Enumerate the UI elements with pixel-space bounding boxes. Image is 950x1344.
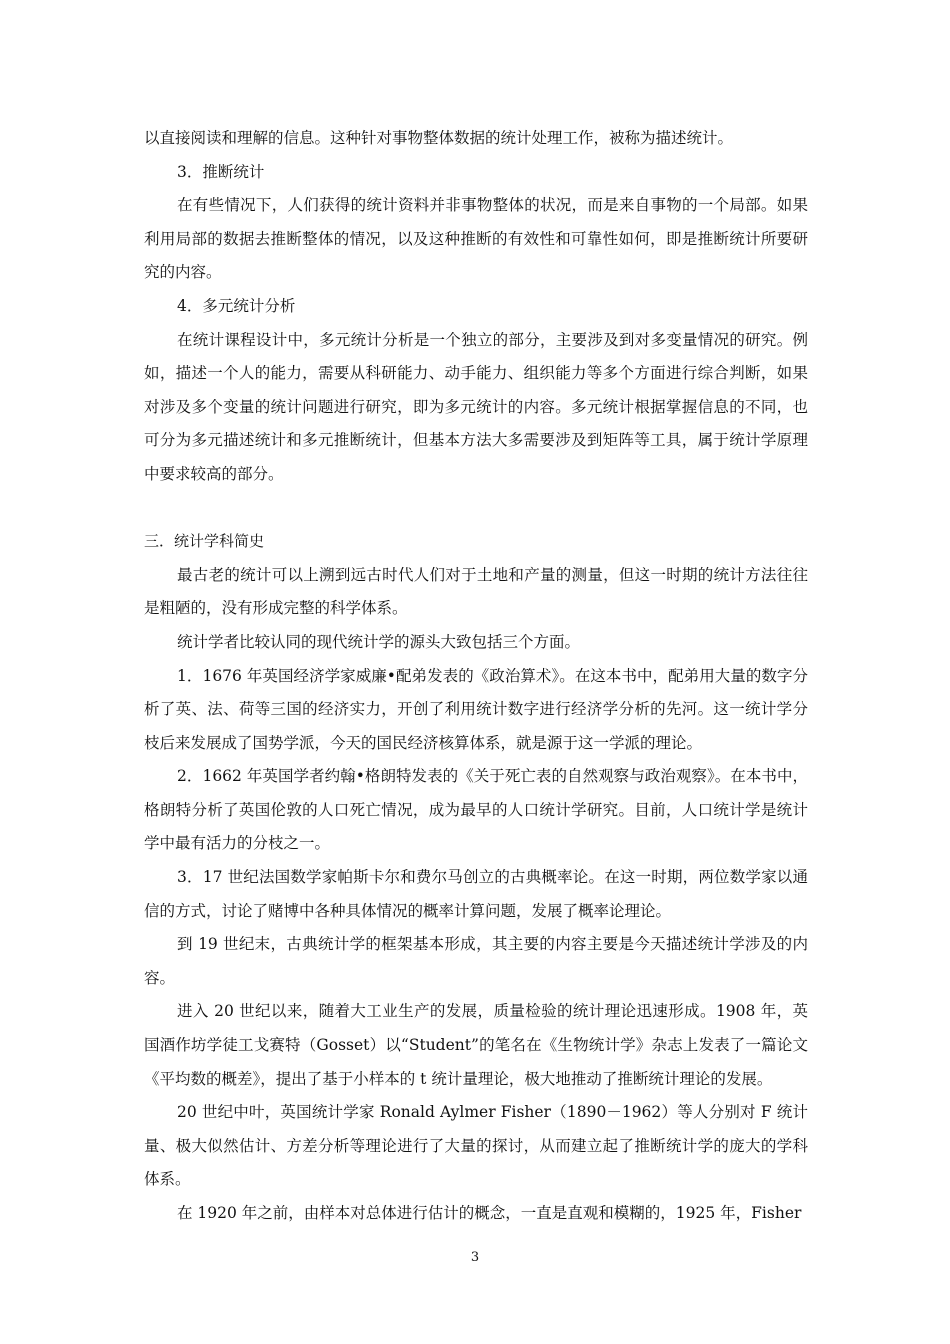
- paragraph-origin-probability: 3．17 世纪法国数学家帕斯卡尔和费尔马创立的古典概率论。在这一时期，两位数学家以通信的方式，讨论了赌博中各种具体情况的概率计算问题，发展了概率论理论。: [144, 868, 808, 920]
- page-body: [144, 122, 808, 1231]
- paragraph-modern-origins: 统计学者比较认同的现代统计学的源头大致包括三个方面。: [177, 632, 581, 651]
- subheading-multivariate-stat: 4．多元统计分析: [177, 296, 296, 315]
- section-heading-history: 三．统计学科简史: [144, 532, 265, 551]
- paragraph-ancient-stat: 最古老的统计可以上溯到远古时代人们对于土地和产量的测量，但这一时期的统计方法往往是粗陋的，没有形成完整的科学体系。: [144, 565, 808, 618]
- paragraph-20th-century-gosset: 进入 20 世纪以来，随着大工业生产的发展，质量检验的统计理论迅速形成。1908 年，英国酒作坊学徒工戈赛特（Gosset）以“Student”的笔名在《生物统计学》杂志上发表了一篇论文《平均数的概差》，提出了基于小样本的 t 统计量理论，极大地推动了推断统计理论的发展。: [144, 1002, 808, 1088]
- paragraph-fisher: 20 世纪中叶，英国统计学家 Ronald Aylmer Fisher（1890－1962）等人分别对 F 统计量、极大似然估计、方差分析等理论进行了大量的探讨，从而建立起了推断统计学的庞大的学科体系。: [144, 1103, 808, 1189]
- paragraph-inferential-stat: 在有些情况下，人们获得的统计资料并非事物整体的状况，而是来自事物的一个局部。如果利用局部的数据去推断整体的情况，以及这种推断的有效性和可靠性如何，即是推断统计所要研究的内容。: [144, 196, 808, 282]
- paragraph-origin-petty: 1．1676 年英国经济学家威廉•配弟发表的《政治算术》。在这本书中，配弟用大量的数字分析了英、法、荷等三国的经济实力，开创了利用统计数字进行经济学分析的先河。这一统计学分枝后来发展成了国势学派，今天的国民经济核算体系，就是源于这一学派的理论。: [144, 666, 808, 752]
- page-number: 3: [470, 1250, 480, 1265]
- paragraph-origin-graunt: 2．1662 年英国学者约翰•格朗特发表的《关于死亡表的自然观察与政治观察》。在本书中，格朗特分析了英国伦敦的人口死亡情况，成为最早的人口统计学研究。目前，人口统计学是统计学中最有活力的分枝之一。: [144, 767, 808, 853]
- paragraph-desc-stat-end: 以直接阅读和理解的信息。这种针对事物整体数据的统计处理工作，被称为描述统计。: [144, 129, 734, 147]
- paragraph-multivariate-stat: 在统计课程设计中，多元统计分析是一个独立的部分，主要涉及到对多变量情况的研究。例如，描述一个人的能力，需要从科研能力、动手能力、组织能力等多个方面进行综合判断，如果对涉及多个变量的统计问题进行研究，即为多元统计的内容。多元统计根据掌握信息的不同，也可分为多元描述统计和多元推断统计，但基本方法大多需要涉及到矩阵等工具，属于统计学原理中要求较高的部分。: [144, 330, 808, 483]
- subheading-inferential-stat: 3．推断统计: [177, 162, 265, 181]
- paragraph-19th-century: 到 19 世纪末，古典统计学的框架基本形成，其主要的内容主要是今天描述统计学涉及的内容。: [144, 935, 808, 987]
- paragraph-1920-estimation: 在 1920 年之前，由样本对总体进行估计的概念，一直是直观和模糊的，1925 年，Fisher: [177, 1204, 802, 1222]
